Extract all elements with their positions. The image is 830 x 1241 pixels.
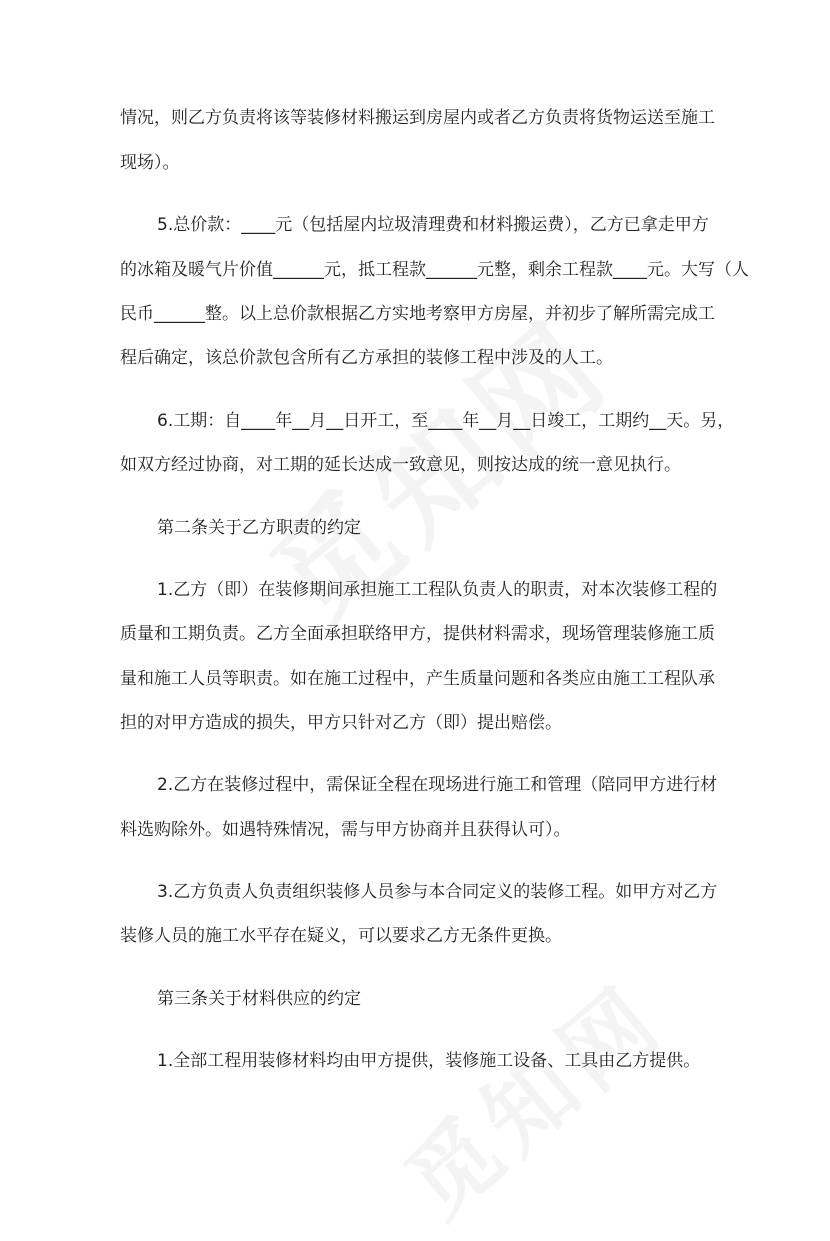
text-line: 2.乙方在装修过程中，需保证全程在现场进行施工和管理（陪同甲方进行材	[157, 775, 718, 795]
text-line: 量和施工人员等职责。如在施工过程中，产生质量问题和各类应由施工工程队承	[120, 669, 715, 689]
section-heading: 第三条关于材料供应的约定	[157, 989, 361, 1009]
text-line: 的冰箱及暖气片价值______元，抵工程款______元整，剩余工程款____元。大写（人	[120, 260, 749, 280]
text-line: 现场）。	[120, 153, 180, 173]
text-line: 质量和工期负责。乙方全面承担联络甲方，提供材料需求，现场管理装修施工质	[120, 624, 715, 644]
text-line: 料选购除外。如遇特殊情况，需与甲方协商并且获得认可）。	[120, 820, 571, 840]
watermark	[373, 949, 686, 1241]
text-line: 6.工期：自____年__月__日开工，至____年__月__日竣工，工期约__天。另，	[157, 411, 735, 431]
text-line: 程后确定，该总价款包含所有乙方承担的装修工程中涉及的人工。	[120, 348, 613, 368]
text-line: 1.乙方（即）在装修期间承担施工工程队负责人的职责，对本次装修工程的	[157, 580, 718, 600]
text-line: 1.全部工程用装修材料均由甲方提供，装修施工设备、工具由乙方提供。	[157, 1051, 701, 1071]
text-line: 装修人员的施工水平存在疑义，可以要求乙方无条件更换。	[120, 926, 562, 946]
text-line: 担的对甲方造成的损失，甲方只针对乙方（即）提出赔偿。	[120, 713, 562, 733]
text-line: 情况，则乙方负责将该等装修材料搬运到房屋内或者乙方负责将货物运送至施工	[120, 108, 715, 128]
text-line: 5.总价款：____元（包括屋内垃圾清理费和材料搬运费），乙方已拿走甲方	[157, 215, 709, 235]
text-line: 3.乙方负责人负责组织装修人员参与本合同定义的装修工程。如甲方对乙方	[157, 882, 718, 902]
section-heading: 第二条关于乙方职责的约定	[157, 518, 361, 538]
text-line: 如双方经过协商，对工期的延长达成一致意见，则按达成的统一意见执行。	[120, 455, 681, 475]
text-line: 民币______整。以上总价款根据乙方实地考察甲方房屋，并初步了解所需完成工	[120, 304, 715, 324]
